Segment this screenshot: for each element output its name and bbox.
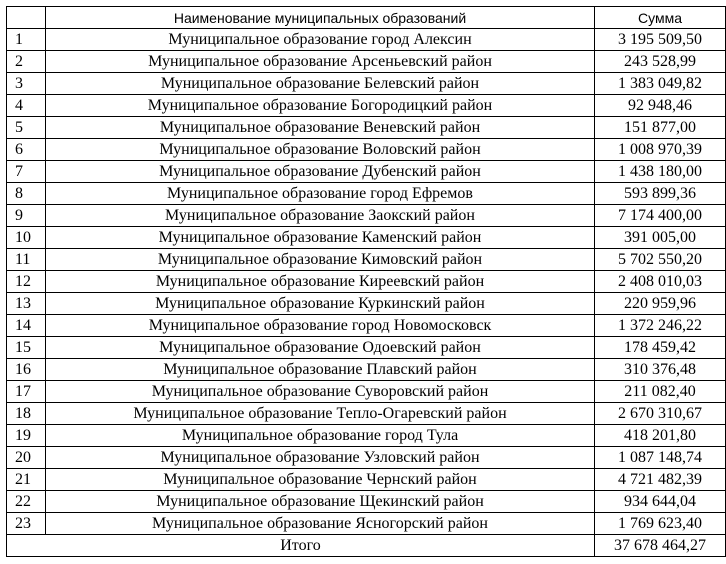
row-name: Муниципальное образование Воловский район — [46, 139, 595, 161]
table-row — [7, 315, 726, 337]
row-sum: 220 959,96 — [595, 293, 726, 315]
row-number: 18 — [7, 403, 46, 425]
row-number: 14 — [7, 315, 46, 337]
row-name: Муниципальное образование Дубенский район — [46, 161, 595, 183]
table-row — [7, 73, 726, 95]
row-number: 12 — [7, 271, 46, 293]
row-sum: 1 383 049,82 — [595, 73, 726, 95]
table-row — [7, 293, 726, 315]
row-sum: 178 459,42 — [595, 337, 726, 359]
row-sum: 1 438 180,00 — [595, 161, 726, 183]
row-number: 6 — [7, 139, 46, 161]
table-row — [7, 51, 726, 73]
row-number: 23 — [7, 513, 46, 535]
row-sum: 7 174 400,00 — [595, 205, 726, 227]
row-number: 8 — [7, 183, 46, 205]
row-name: Муниципальное образование Богородицкий район — [46, 95, 595, 117]
row-name: Муниципальное образование город Ефремов — [46, 183, 595, 205]
row-name: Муниципальное образование Каменский район — [46, 227, 595, 249]
table-row — [7, 491, 726, 513]
row-number: 9 — [7, 205, 46, 227]
table-row — [7, 117, 726, 139]
row-name: Муниципальное образование Чернский район — [46, 469, 595, 491]
row-sum: 1 372 246,22 — [595, 315, 726, 337]
row-name: Муниципальное образование Плавский район — [46, 359, 595, 381]
header-row — [7, 7, 726, 29]
row-sum: 2 408 010,03 — [595, 271, 726, 293]
table-row — [7, 425, 726, 447]
row-number: 3 — [7, 73, 46, 95]
table-row — [7, 139, 726, 161]
row-name: Муниципальное образование Тепло-Огаревский район — [46, 403, 595, 425]
row-number: 4 — [7, 95, 46, 117]
row-number: 20 — [7, 447, 46, 469]
row-sum: 3 195 509,50 — [595, 29, 726, 51]
row-sum: 1 087 148,74 — [595, 447, 726, 469]
row-name: Муниципальное образование Кимовский район — [46, 249, 595, 271]
row-number: 1 — [7, 29, 46, 51]
table-row — [7, 29, 726, 51]
row-name: Муниципальное образование Одоевский район — [46, 337, 595, 359]
table-row — [7, 249, 726, 271]
row-number: 16 — [7, 359, 46, 381]
table-row — [7, 359, 726, 381]
table-row — [7, 205, 726, 227]
row-number: 22 — [7, 491, 46, 513]
allocation-table — [6, 6, 726, 557]
row-sum: 310 376,48 — [595, 359, 726, 381]
row-name: Муниципальное образование Ясногорский район — [46, 513, 595, 535]
row-name: Муниципальное образование город Алексин — [46, 29, 595, 51]
table-row — [7, 513, 726, 535]
table-row — [7, 469, 726, 491]
table-row — [7, 227, 726, 249]
row-number: 5 — [7, 117, 46, 139]
row-sum: 211 082,40 — [595, 381, 726, 403]
row-number: 11 — [7, 249, 46, 271]
row-sum: 5 702 550,20 — [595, 249, 726, 271]
row-number: 10 — [7, 227, 46, 249]
row-name: Муниципальное образование Белевский район — [46, 73, 595, 95]
table-row — [7, 95, 726, 117]
row-number: 15 — [7, 337, 46, 359]
row-number: 19 — [7, 425, 46, 447]
row-number: 13 — [7, 293, 46, 315]
row-sum: 418 201,80 — [595, 425, 726, 447]
table-row — [7, 183, 726, 205]
row-sum: 391 005,00 — [595, 227, 726, 249]
row-number: 7 — [7, 161, 46, 183]
header-number — [7, 7, 46, 29]
row-sum: 92 948,46 — [595, 95, 726, 117]
row-name: Муниципальное образование город Новомосковск — [46, 315, 595, 337]
row-sum: 934 644,04 — [595, 491, 726, 513]
table-body — [7, 29, 726, 535]
table-row — [7, 337, 726, 359]
row-name: Муниципальное образование Щекинский район — [46, 491, 595, 513]
row-name: Муниципальное образование Куркинский район — [46, 293, 595, 315]
row-name: Муниципальное образование город Тула — [46, 425, 595, 447]
row-sum: 4 721 482,39 — [595, 469, 726, 491]
table-row — [7, 381, 726, 403]
header-sum: Сумма — [595, 7, 726, 29]
row-number: 21 — [7, 469, 46, 491]
row-name: Муниципальное образование Суворовский район — [46, 381, 595, 403]
row-name: Муниципальное образование Узловский район — [46, 447, 595, 469]
row-name: Муниципальное образование Заокский район — [46, 205, 595, 227]
row-name: Муниципальное образование Арсеньевский район — [46, 51, 595, 73]
row-sum: 1 769 623,40 — [595, 513, 726, 535]
row-name: Муниципальное образование Киреевский район — [46, 271, 595, 293]
table-row — [7, 271, 726, 293]
row-sum: 151 877,00 — [595, 117, 726, 139]
total-row — [7, 535, 726, 557]
total-sum: 37 678 464,27 — [595, 535, 726, 557]
row-sum: 2 670 310,67 — [595, 403, 726, 425]
table-row — [7, 161, 726, 183]
row-name: Муниципальное образование Веневский район — [46, 117, 595, 139]
row-number: 17 — [7, 381, 46, 403]
row-sum: 243 528,99 — [595, 51, 726, 73]
header-name: Наименование муниципальных образований — [46, 7, 595, 29]
row-sum: 1 008 970,39 — [595, 139, 726, 161]
row-number: 2 — [7, 51, 46, 73]
table-row — [7, 447, 726, 469]
total-label: Итого — [7, 535, 595, 557]
table-row — [7, 403, 726, 425]
row-sum: 593 899,36 — [595, 183, 726, 205]
